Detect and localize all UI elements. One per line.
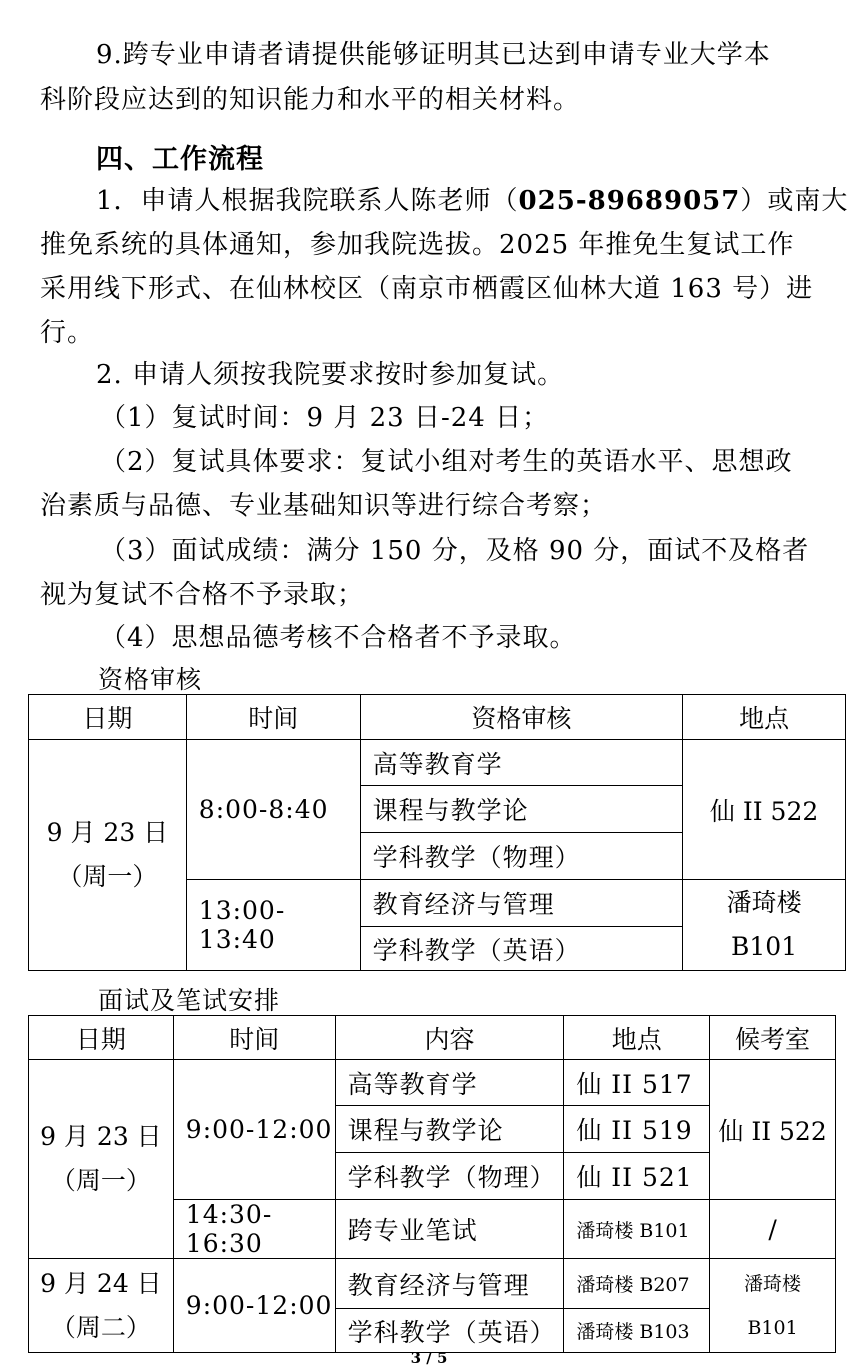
table2-place: 仙 II 519 — [564, 1106, 710, 1153]
table1-header-place: 地点 — [683, 695, 846, 740]
table2-day2-line1: 9 月 24 日 — [40, 1268, 162, 1298]
table2-time3: 9:00-12:00 — [173, 1259, 335, 1353]
table1-time-pm: 13:00-13:40 — [186, 880, 360, 971]
step2: 2. 申请人须按我院要求按时参加复试。 — [96, 360, 565, 390]
table2-waiting-room2: / — [710, 1200, 836, 1259]
table2-content: 跨专业笔试 — [335, 1200, 564, 1259]
table-row — [29, 1259, 836, 1309]
table2-header-place: 地点 — [564, 1016, 710, 1060]
table1-header-time: 时间 — [186, 695, 360, 740]
table2-time1: 9:00-12:00 — [173, 1060, 335, 1200]
table1-header-date: 日期 — [29, 695, 187, 740]
step1-suffix: ）或南大 — [740, 186, 849, 216]
table2-place: 潘琦楼 B101 — [564, 1200, 710, 1259]
table2-time2: 14:30-16:30 — [173, 1200, 335, 1259]
table1-caption: 资格审核 — [98, 665, 203, 694]
table2-header-waiting-room: 候考室 — [710, 1016, 836, 1060]
table2-place: 仙 II 521 — [564, 1153, 710, 1200]
table1-place-am: 仙 II 522 — [683, 740, 846, 880]
table1-date-line1: 9 月 23 日 — [46, 818, 169, 847]
table2-place: 潘琦楼 B207 — [564, 1259, 710, 1309]
qualification-table — [28, 694, 846, 971]
step2-item1: （1）复试时间：9 月 23 日-24 日； — [100, 403, 550, 433]
table2-caption: 面试及笔试安排 — [98, 986, 281, 1015]
table2-day2-cell — [29, 1259, 174, 1353]
table1-date-cell — [29, 740, 187, 971]
step2-item3-line2: 视为复试不合格不予录取； — [40, 580, 365, 610]
paragraph-9-line1: 9.跨专业申请者请提供能够证明其已达到申请专业大学本 — [96, 40, 771, 70]
table1-place-pm-line2: B101 — [731, 932, 798, 961]
table2-day1-line1: 9 月 23 日 — [40, 1122, 162, 1151]
step1-line2: 推免系统的具体通知，参加我院选拔。2025 年推免生复试工作 — [40, 230, 795, 260]
table2-content: 教育经济与管理 — [335, 1259, 564, 1309]
table2-content: 课程与教学论 — [335, 1106, 564, 1153]
table2-place: 仙 II 517 — [564, 1060, 710, 1106]
step1-line3: 采用线下形式、在仙林校区（南京市栖霞区仙林大道 163 号）进 — [40, 274, 814, 304]
paragraph-9-line2: 科阶段应达到的知识能力和水平的相关材料。 — [40, 85, 581, 115]
table2-waiting-room1: 仙 II 522 — [710, 1060, 836, 1200]
table1-item: 课程与教学论 — [360, 786, 683, 833]
table2-day2-line2: （周二） — [50, 1312, 151, 1342]
table2-header-date: 日期 — [29, 1016, 174, 1060]
table1-time-am: 8:00-8:40 — [186, 740, 360, 880]
step1-prefix: 1．申请人根据我院联系人陈老师（ — [96, 186, 519, 216]
table-row — [29, 740, 846, 786]
table2-place: 潘琦楼 B103 — [564, 1309, 710, 1353]
step1-line4: 行。 — [40, 318, 95, 348]
table1-item: 教育经济与管理 — [360, 880, 683, 927]
table1-item: 学科教学（英语） — [360, 927, 683, 971]
step2-item4: （4）思想品德考核不合格者不予录取。 — [100, 623, 577, 653]
table1-item: 高等教育学 — [360, 740, 683, 786]
interview-table — [28, 1015, 836, 1353]
section-heading: 四、工作流程 — [96, 144, 264, 175]
table2-content: 高等教育学 — [335, 1060, 564, 1106]
table1-place-pm — [683, 880, 846, 971]
page-number: 3 / 5 — [410, 1349, 448, 1367]
step2-item3-line1: （3）面试成绩：满分 150 分，及格 90 分，面试不及格者 — [100, 536, 810, 566]
table2-waiting-room3-line1: 潘琦楼 — [744, 1272, 802, 1295]
table1-place-pm-line1: 潘琦楼 — [726, 888, 802, 917]
contact-phone: 025-89689057 — [518, 186, 741, 216]
table2-content: 学科教学（物理） — [335, 1153, 564, 1200]
table2-day1-cell — [29, 1060, 174, 1259]
step2-item2-line2: 治素质与品德、专业基础知识等进行综合考察； — [40, 491, 608, 521]
table-row — [29, 1060, 836, 1106]
table2-header-content: 内容 — [335, 1016, 564, 1060]
table2-header-time: 时间 — [173, 1016, 335, 1060]
table2-content: 学科教学（英语） — [335, 1309, 564, 1353]
step2-item2-line1: （2）复试具体要求：复试小组对考生的英语水平、思想政 — [100, 447, 793, 477]
step1-line1 — [96, 180, 858, 217]
table1-header-item: 资格审核 — [360, 695, 683, 740]
table1-date-line2: （周一） — [57, 862, 158, 891]
table1-item: 学科教学（物理） — [360, 833, 683, 880]
table2-waiting-room3-line2: B101 — [747, 1316, 798, 1339]
table2-day1-line2: （周一） — [50, 1166, 151, 1195]
table2-waiting-room3 — [710, 1259, 836, 1353]
